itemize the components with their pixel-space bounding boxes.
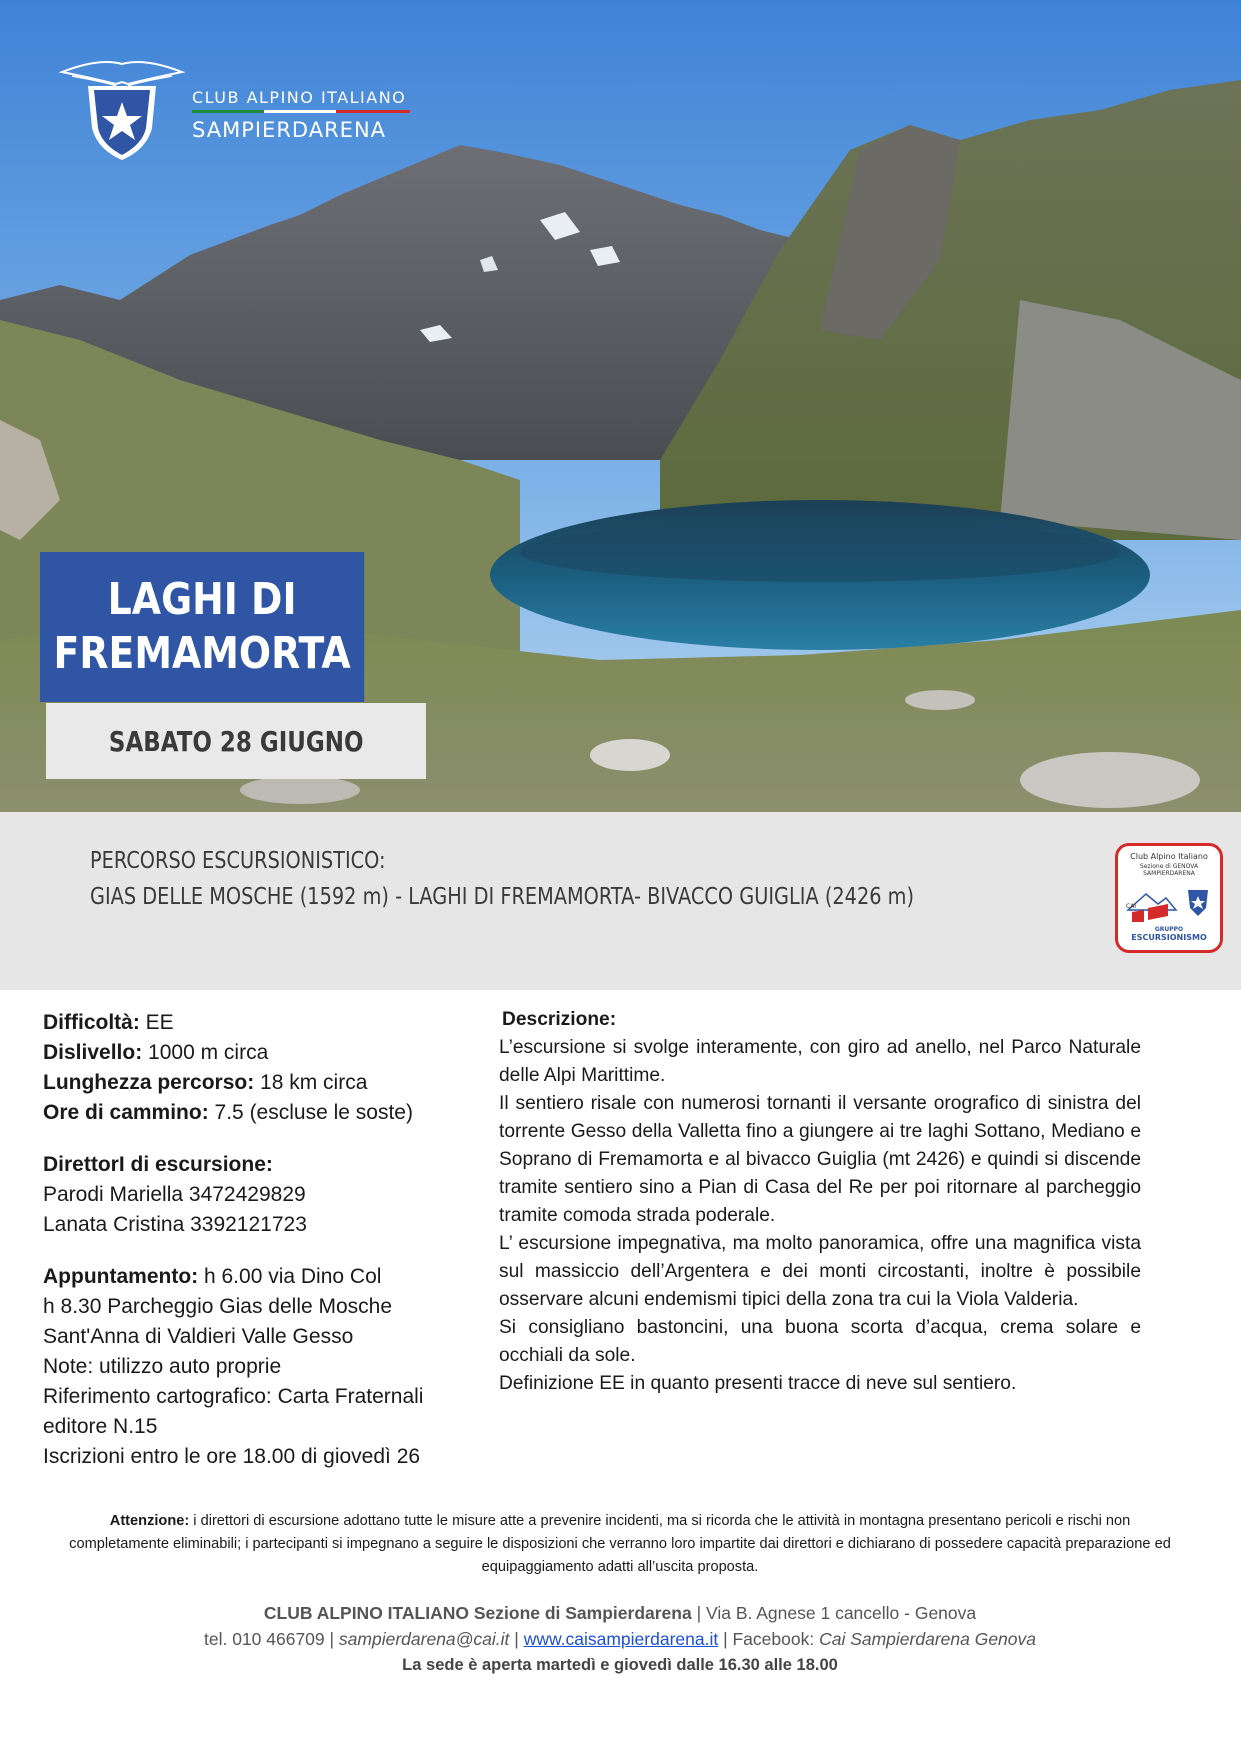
badge-line3: SAMPIERDARENA <box>1143 870 1195 877</box>
description-title: Descrizione: <box>502 1009 617 1030</box>
logo-line2: SAMPIERDARENA <box>192 118 387 142</box>
footer-facebook[interactable]: Cai Sampierdarena Genova <box>819 1629 1037 1649</box>
description-paragraph-4: Si consigliano bastoncini, una buona scorta d’acqua, crema solare e occhiali da sole. <box>499 1317 1141 1366</box>
length-label: Lunghezza percorso: <box>43 1071 255 1094</box>
map-editor-line: editore N.15 <box>43 1415 158 1438</box>
notes-line: Note: utilizzo auto proprie <box>43 1355 282 1378</box>
description <box>499 1006 1141 1398</box>
description-paragraph-2: Il sentiero risale con numerosi tornanti il versante orografico di sinistra del torrente Gesso della Valletta fino a giungere ai tre laghi Sottano, Mediano e Soprano di Fremamorta e al bivacco Guiglia (mt 2426) e quindi si discende tramite sentiero sino a Pian di Casa del Re per poi ritornare al parcheggio tramite comoda strada poderale. <box>499 1093 1141 1226</box>
meeting-label: Appuntamento: <box>43 1265 199 1288</box>
footer-opening-hours: La sede è aperta martedì e giovedì dalle 16.30 alle 18.00 <box>402 1656 838 1674</box>
footer-address: | Via B. Agnese 1 cancello - Genova <box>691 1603 977 1623</box>
event-title-line1: LAGHI DI <box>107 574 297 625</box>
difficulty-value: EE <box>139 1011 174 1034</box>
logo-tricolor-stripe <box>192 110 410 113</box>
logo-line1: CLUB ALPINO ITALIANO <box>192 88 407 107</box>
badge-line5: ESCURSIONISMO <box>1131 933 1207 942</box>
meeting-line-2: Sant'Anna di Valdieri Valle Gesso <box>43 1325 354 1348</box>
event-date <box>46 703 426 779</box>
disclaimer-text: i direttori di escursione adottano tutte le misure atte a prevenire incidenti, ma si ricorda che le attività in montagna presentano pericoli e rischi non completamente eliminabili; i partecipanti si impegnano a seguire le disposizioni che verranno loro impartite dai direttori e dichiarano di possedere capacità preparazione ed equipaggiamento adatti all’uscita proposta. <box>69 1513 1171 1575</box>
elevation-label: Dislivello: <box>43 1041 143 1064</box>
length-value: 18 km circa <box>254 1071 368 1094</box>
cai-sampierdarena-logo <box>58 56 418 166</box>
length-row <box>43 1068 483 1098</box>
difficulty-label: Difficoltà: <box>43 1011 140 1034</box>
hours-row <box>43 1098 483 1128</box>
meeting-value: h 6.00 via Dino Col <box>198 1265 382 1288</box>
footer-sep2: | Facebook: <box>718 1629 820 1649</box>
difficulty-row <box>43 1008 483 1038</box>
elevation-value: 1000 m circa <box>142 1041 269 1064</box>
event-title <box>40 552 364 702</box>
registration-line: Iscrizioni entro le ore 18.00 di giovedì 26 <box>43 1445 421 1468</box>
map-reference-line: Riferimento cartografico: Carta Fraternali <box>43 1385 424 1408</box>
footer-line2 <box>60 1626 1180 1652</box>
directors-label: DirettorI di escursione: <box>43 1153 273 1176</box>
route-path: GIAS DELLE MOSCHE (1592 m) - LAGHI DI FREMAMORTA- BIVACCO GUIGLIA (2426 m) <box>90 884 915 910</box>
meeting-row <box>43 1262 483 1292</box>
gruppo-escursionismo-badge <box>1115 843 1223 953</box>
disclaimer <box>60 1510 1180 1579</box>
event-title-line2: FREMAMORTA <box>53 628 351 679</box>
description-paragraph-1: L’escursione si svolge interamente, con giro ad anello, nel Parco Naturale delle Alpi Marittime. <box>499 1037 1141 1086</box>
footer-tel: tel. 010 466709 | <box>203 1629 339 1649</box>
badge-line1: Club Alpino Italiano <box>1130 852 1208 861</box>
elevation-row <box>43 1038 483 1068</box>
hours-label: Ore di cammino: <box>43 1101 209 1124</box>
badge-cai-text: CAI <box>1126 903 1137 910</box>
event-date-text: SABATO 28 GIUGNO <box>108 724 364 758</box>
director-1: Parodi Mariella 3472429829 <box>43 1183 306 1206</box>
event-info <box>43 1008 483 1472</box>
footer-email[interactable]: sampierdarena@cai.it <box>338 1629 510 1649</box>
footer-sep1: | <box>509 1629 524 1649</box>
disclaimer-label: Attenzione: <box>109 1513 190 1529</box>
footer-line1 <box>60 1600 1180 1626</box>
footer-website-link[interactable]: www.caisampierdarena.it <box>523 1629 719 1649</box>
director-2: Lanata Cristina 3392121723 <box>43 1213 307 1236</box>
hours-value: 7.5 (escluse le soste) <box>208 1101 413 1124</box>
cai-eagle-star-emblem-icon <box>58 56 186 166</box>
meeting-line-1: h 8.30 Parcheggio Gias delle Mosche <box>43 1295 393 1318</box>
badge-line2: Sezione di GENOVA <box>1139 863 1199 870</box>
footer <box>60 1600 1180 1678</box>
badge-section <box>1118 863 1220 877</box>
mountain-flag-icon <box>1126 882 1218 924</box>
description-paragraph-5: Definizione EE in quanto presenti tracce di neve sul sentiero. <box>499 1373 1017 1394</box>
description-paragraph-3: L’ escursione impegnativa, ma molto panoramica, offre una magnifica vista sul massiccio dell’Argentera e dei monti circostanti, inoltre è possibile osservare alcuni endemismi tipici della zona tra cui la Viola Valderia. <box>499 1233 1141 1310</box>
badge-line4: GRUPPO <box>1154 926 1184 933</box>
route-label: PERCORSO ESCURSIONISTICO: <box>90 848 386 874</box>
badge-group <box>1118 926 1220 942</box>
footer-org: CLUB ALPINO ITALIANO Sezione di Sampierdarena <box>263 1603 692 1623</box>
